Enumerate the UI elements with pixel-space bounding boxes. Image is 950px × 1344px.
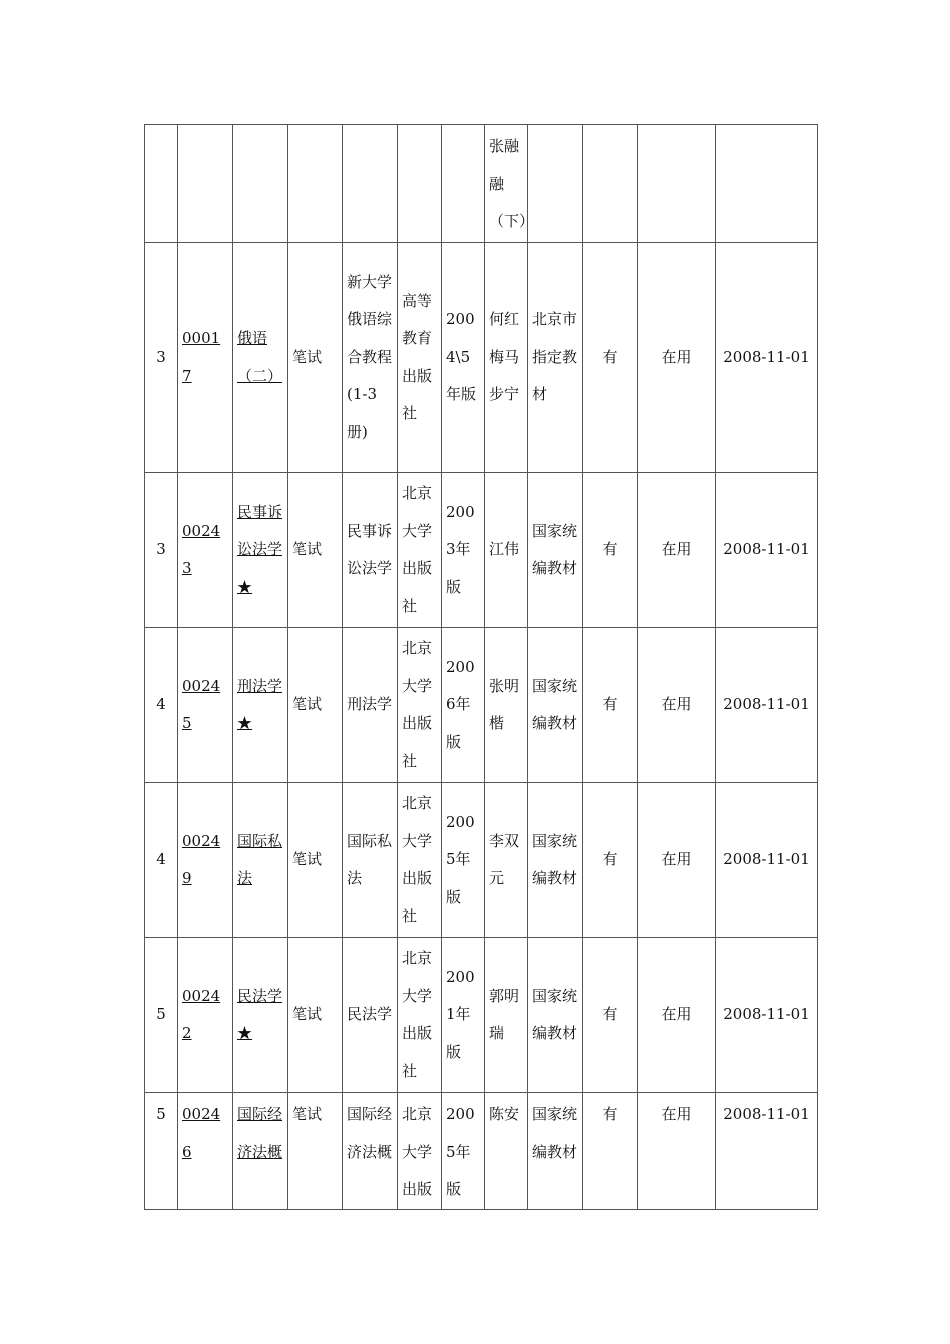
course-link[interactable]: 民法学★ — [237, 986, 283, 1042]
table-row — [145, 473, 818, 628]
author-cell: 何红梅马步宁 — [485, 243, 528, 473]
exam-cell — [288, 125, 343, 243]
exam-cell: 笔试 — [288, 938, 343, 1093]
status-cell: 在用 — [638, 473, 716, 628]
has-cell: 有 — [583, 628, 638, 783]
book-cell: 国际私法 — [343, 783, 398, 938]
book-cell: 国际经济法概 — [343, 1093, 398, 1210]
code-cell — [178, 1093, 233, 1210]
publisher-cell: 北京大学出版社 — [398, 628, 442, 783]
edition-cell: 2001年版 — [442, 938, 485, 1093]
seq-cell: 4 — [145, 783, 178, 938]
edition-cell: 2006年版 — [442, 628, 485, 783]
seq-cell — [145, 125, 178, 243]
seq-cell: 3 — [145, 473, 178, 628]
edition-cell: 2005年版 — [442, 1093, 485, 1210]
code-link[interactable]: 00017 — [182, 329, 221, 385]
code-cell — [178, 628, 233, 783]
author-cell: 张融融（下） — [485, 125, 528, 243]
author-cell: 陈安 — [485, 1093, 528, 1210]
date-cell: 2008-11-01 — [716, 938, 818, 1093]
table-row — [145, 243, 818, 473]
status-cell — [638, 125, 716, 243]
status-cell: 在用 — [638, 938, 716, 1093]
code-cell — [178, 938, 233, 1093]
code-link[interactable]: 00242 — [182, 986, 221, 1042]
date-cell: 2008-11-01 — [716, 473, 818, 628]
publisher-cell: 北京大学出版社 — [398, 783, 442, 938]
has-cell: 有 — [583, 243, 638, 473]
date-cell: 2008-11-01 — [716, 243, 818, 473]
note-cell: 国家统编教材 — [528, 628, 583, 783]
code-cell — [178, 243, 233, 473]
publisher-cell: 北京大学出版社 — [398, 473, 442, 628]
seq-cell: 3 — [145, 243, 178, 473]
course-link[interactable]: 国际私法 — [237, 831, 283, 887]
course-link[interactable]: 俄语（二） — [237, 329, 283, 385]
author-cell: 李双元 — [485, 783, 528, 938]
course-cell — [233, 243, 288, 473]
textbook-table — [144, 124, 818, 1210]
status-cell: 在用 — [638, 243, 716, 473]
code-link[interactable]: 00245 — [182, 676, 221, 732]
date-cell: 2008-11-01 — [716, 783, 818, 938]
code-cell — [178, 473, 233, 628]
code-cell — [178, 783, 233, 938]
publisher-cell — [398, 125, 442, 243]
seq-cell: 4 — [145, 628, 178, 783]
note-cell — [528, 125, 583, 243]
code-link[interactable]: 00246 — [182, 1105, 221, 1161]
book-cell — [343, 125, 398, 243]
date-cell: 2008-11-01 — [716, 1093, 818, 1210]
edition-cell — [442, 125, 485, 243]
book-cell: 刑法学 — [343, 628, 398, 783]
date-cell — [716, 125, 818, 243]
course-cell — [233, 473, 288, 628]
author-cell: 江伟 — [485, 473, 528, 628]
note-cell: 北京市指定教材 — [528, 243, 583, 473]
note-cell: 国家统编教材 — [528, 473, 583, 628]
seq-cell: 5 — [145, 938, 178, 1093]
course-link[interactable]: 国际经济法概 — [237, 1105, 283, 1161]
course-link[interactable]: 刑法学★ — [237, 676, 283, 732]
has-cell: 有 — [583, 938, 638, 1093]
exam-cell: 笔试 — [288, 243, 343, 473]
code-cell — [178, 125, 233, 243]
status-cell: 在用 — [638, 628, 716, 783]
publisher-cell: 北京大学出版 — [398, 1093, 442, 1210]
author-cell: 张明楷 — [485, 628, 528, 783]
note-cell: 国家统编教材 — [528, 938, 583, 1093]
code-link[interactable]: 00249 — [182, 831, 221, 887]
book-cell: 新大学俄语综合教程(1-3册) — [343, 243, 398, 473]
table-row — [145, 783, 818, 938]
note-cell: 国家统编教材 — [528, 1093, 583, 1210]
note-cell: 国家统编教材 — [528, 783, 583, 938]
has-cell: 有 — [583, 473, 638, 628]
has-cell — [583, 125, 638, 243]
course-cell — [233, 783, 288, 938]
author-cell: 郭明瑞 — [485, 938, 528, 1093]
date-cell: 2008-11-01 — [716, 628, 818, 783]
course-link[interactable]: 民事诉讼法学★ — [237, 502, 283, 596]
exam-cell: 笔试 — [288, 628, 343, 783]
course-cell — [233, 628, 288, 783]
publisher-cell: 高等教育出版社 — [398, 243, 442, 473]
course-cell — [233, 1093, 288, 1210]
table-row — [145, 125, 818, 243]
course-cell — [233, 938, 288, 1093]
table-body — [145, 125, 818, 1210]
exam-cell: 笔试 — [288, 1093, 343, 1210]
book-cell: 民法学 — [343, 938, 398, 1093]
has-cell: 有 — [583, 783, 638, 938]
table-row — [145, 938, 818, 1093]
status-cell: 在用 — [638, 1093, 716, 1210]
course-cell — [233, 125, 288, 243]
edition-cell: 2004\5年版 — [442, 243, 485, 473]
book-cell: 民事诉讼法学 — [343, 473, 398, 628]
edition-cell: 2003年版 — [442, 473, 485, 628]
publisher-cell: 北京大学出版社 — [398, 938, 442, 1093]
edition-cell: 2005年版 — [442, 783, 485, 938]
has-cell: 有 — [583, 1093, 638, 1210]
exam-cell: 笔试 — [288, 783, 343, 938]
status-cell: 在用 — [638, 783, 716, 938]
code-link[interactable]: 00243 — [182, 521, 221, 577]
seq-cell: 5 — [145, 1093, 178, 1210]
exam-cell: 笔试 — [288, 473, 343, 628]
table-row — [145, 628, 818, 783]
table-row — [145, 1093, 818, 1210]
